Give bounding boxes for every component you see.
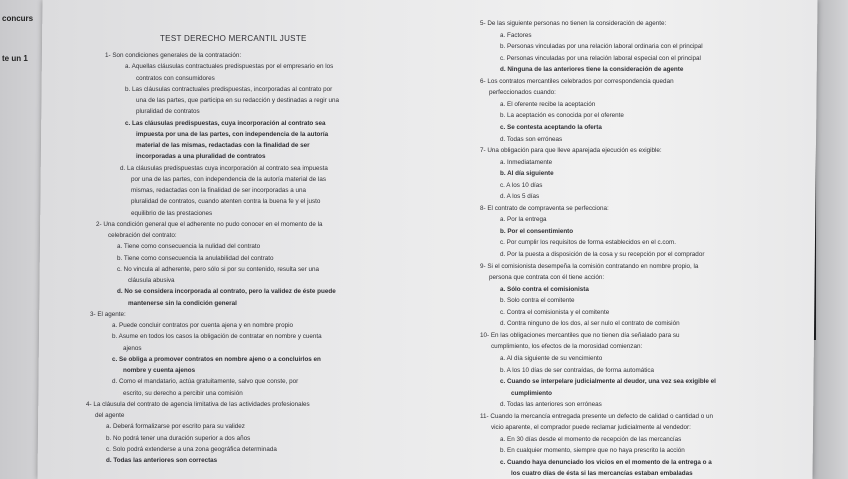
question-line: a. Al día siguiente de su vencimiento: [500, 354, 603, 362]
question-line: 11- Cuando la mercancía entregada presente un defecto de calidad o cantidad o un: [480, 412, 714, 420]
question-line: c. A los 10 días: [500, 181, 543, 189]
question-line: a. Deberá formalizarse por escrito para su validez: [106, 423, 245, 431]
question-line: pluralidad de contratos: [136, 108, 200, 116]
question-line: d. Por la puesta a disposición de la cosa y su recepción por el comprador: [500, 251, 705, 258]
question-line: del agente: [95, 412, 125, 419]
question-line: vicio aparente, el comprador puede reclamar judicialmente al vendedor:: [491, 424, 691, 432]
question-line: 8- El contrato de compraventa se perfecciona:: [480, 204, 609, 212]
question-line: contratos con consumidores: [136, 74, 215, 82]
question-line: perfeccionados cuando:: [489, 89, 556, 97]
question-line: b. En cualquier momento, siempre que no haya prescrito la acción: [500, 447, 685, 455]
question-line: impuesta por una de las partes, con independencia de la autoría: [136, 130, 329, 138]
question-line: b. Personas vinculadas por una relación laboral ordinaria con el principal: [500, 43, 703, 51]
page-title: TEST DERECHO MERCANTIL JUSTE: [160, 34, 307, 43]
question-line: c. Cuando se interpelare judicialmente al deudor, una vez sea exigible el: [500, 378, 716, 386]
question-line: c. Se obliga a promover contratos en nombre ajeno o a concluirlos en: [112, 355, 321, 363]
question-line: 9- Si el comisionista desempeña la comisión contratando en nombre propio, la: [480, 262, 699, 270]
question-line: c. Personas vinculadas por una relación laboral especial con el principal: [500, 54, 701, 62]
question-line: a. Aquellas cláusulas contractuales predispuestas por el empresario en los: [125, 63, 334, 71]
question-line: 4- La cláusula del contrato de agencia limitativa de las actividades profesionales: [86, 400, 310, 408]
question-line: d. A los 5 días: [500, 193, 540, 201]
question-line: 3- El agente:: [90, 310, 126, 318]
question-line: d. Como el mandatario, actúa gratuitamente, salvo que conste, por: [112, 378, 299, 386]
question-line: b. A los 10 días de ser contraídas, de forma automática: [500, 366, 655, 374]
question-line: c. Las cláusulas predispuestas, cuya incorporación al contrato sea: [125, 119, 326, 127]
question-line: b. Al día siguiente: [500, 170, 554, 178]
question-line: a. Inmediatamente: [500, 158, 553, 166]
question-line: por una de las partes, con independencia de la autoría material de las: [131, 175, 326, 183]
question-line: persona que contrata con él tiene acción:: [489, 274, 605, 282]
question-line: d. Todas las anteriores son correctas: [106, 457, 218, 464]
question-line: 2- Una condición general que el adherente no pudo conocer en el momento de la: [96, 220, 323, 228]
question-line: a. En 30 días desde el momento de recepción de las mercancías: [500, 435, 682, 443]
question-line: b. Solo contra el comitente: [500, 297, 575, 305]
question-line: a. Puede concluir contratos por cuenta ajena y en nombre propio: [112, 322, 293, 329]
question-line: 6- Los contratos mercantiles celebrados por correspondencia quedan: [480, 77, 674, 85]
question-line: b. La aceptación es conocida por el oferente: [500, 112, 624, 120]
question-line: cumplimiento, los efectos de la morosidad comienzan:: [491, 343, 643, 351]
question-line: d. No se considera incorporada al contrato, pero la validez de éste puede: [117, 288, 336, 296]
question-line: c. Se contesta aceptando la oferta: [500, 123, 602, 131]
question-line: c. No vincula al adherente, pero sólo si por su contenido, resulta ser una: [117, 265, 319, 273]
question-line: d. Todas son erróneas: [500, 135, 563, 143]
question-line: 1- Son condiciones generales de la contratación:: [105, 52, 242, 59]
question-line: mantenerse sin la condición general: [128, 299, 237, 307]
question-line: pluralidad de contratos, cuando atenten contra la buena fe y el justo: [131, 198, 321, 206]
question-line: una de las partes, que participa en su redacción y destinadas a regir una: [136, 97, 340, 104]
question-line: d. Ninguna de las anteriores tiene la consideración de agente: [500, 66, 684, 74]
question-line: incorporadas a una pluralidad de contratos: [136, 153, 266, 161]
question-line: b. Asume en todos los casos la obligación de contratar en nombre y cuenta: [112, 333, 322, 341]
question-line: c. Por cumplir los requisitos de forma establecidos en el c.com.: [500, 239, 677, 247]
question-line: c. Contra el comisionista y el comitente: [500, 308, 610, 316]
question-line: cumplimiento: [511, 389, 552, 397]
question-line: los cuatro días de ésta si las mercancías estaban embaladas: [511, 470, 693, 478]
question-line: a. Tiene como consecuencia la nulidad del contrato: [117, 243, 261, 251]
question-line: a. El oferente recibe la aceptación: [500, 100, 596, 108]
question-line: 5- De las siguiente personas no tienen la consideración de agente:: [480, 20, 667, 27]
question-line: celebración del contrato:: [108, 232, 177, 239]
question-line: b. No podrá tener una duración superior a dos años: [106, 434, 251, 442]
question-line: a. Factores: [500, 31, 532, 39]
question-line: d. Contra ninguno de los dos, al ser nulo el contrato de comisión: [500, 320, 680, 328]
question-line: escrito, su derecho a percibir una comisión: [123, 389, 243, 397]
question-line: b. Tiene como consecuencia la anulabilidad del contrato: [117, 254, 274, 262]
question-line: d. La cláusulas predispuestas cuya incorporación al contrato sea impuesta: [120, 164, 328, 172]
question-line: nombre y cuenta ajenos: [123, 367, 196, 374]
question-line: 10- En las obligaciones mercantiles que no tienen día señalado para su: [480, 331, 680, 339]
question-line: material de las mismas, redactadas con la finalidad de ser: [136, 142, 310, 149]
question-line: c. Solo podrá extenderse a una zona geográfica determinada: [106, 445, 277, 453]
question-line: a. Por la entrega: [500, 216, 547, 224]
question-line: a. Sólo contra el comisionista: [500, 285, 589, 293]
question-line: ajenos: [123, 344, 142, 352]
question-line: equilibrio de las prestaciones: [131, 209, 213, 217]
question-line: b. Las cláusulas contractuales predispuestas, incorporadas al contrato por: [125, 85, 333, 93]
question-line: 7- Una obligación para que lleve aparejada ejecución es exigible:: [480, 147, 662, 155]
background-word: concurs: [2, 14, 34, 23]
question-line: c. Cuando haya denunciado los vicios en el momento de la entrega o a: [500, 458, 712, 466]
background-word: te un 1: [2, 54, 28, 63]
question-line: d. Todas las anteriores son erróneas: [500, 401, 602, 409]
question-line: cláusula abusiva: [128, 277, 175, 284]
question-line: b. Por el consentimiento: [500, 227, 574, 235]
question-line: mismas, redactadas con la finalidad de ser incorporadas a una: [131, 187, 307, 194]
